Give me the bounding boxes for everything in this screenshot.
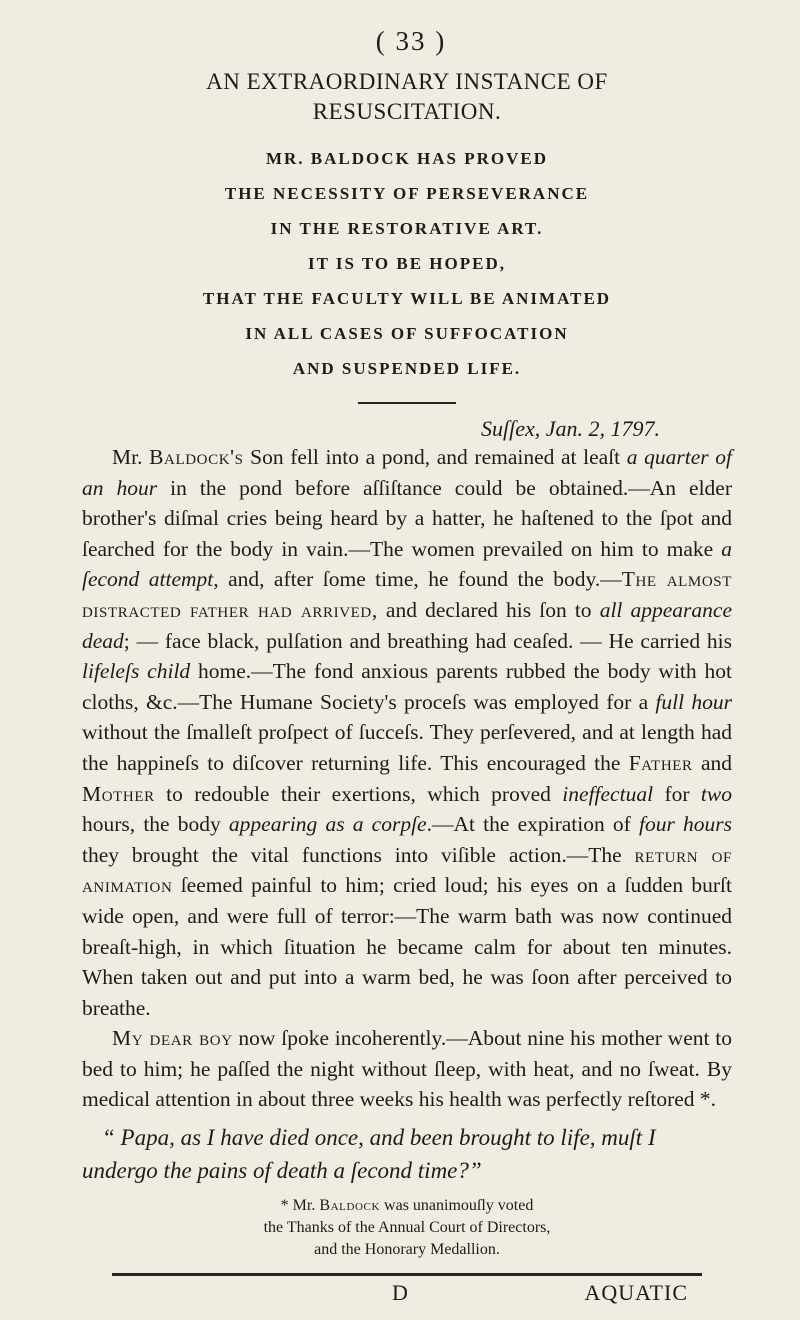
footnote-line-3: and the Honorary Medallion. <box>314 1241 500 1259</box>
caps-line: IN ALL CASES OF SUFFOCATION <box>245 324 569 343</box>
paragraph-1: Mr. Baldock's Son fell into a pond, and remained at leaſt a quarter of an hour in the pond before aſſiſtance could be obtained.—An elder brother's diſmal cries being heard by a hatter, he haſtened to the ſpot and ſearched for the body in vain.—The women prevailed on him to make a ſecond attempt, and, after ſome time, he found the body.—The almost distracted father had arrived, and declared his ſon to all appearance dead; — face black, pulſation and breathing had ceaſed. — He carried his lifeleſs child home.—The fond anxious parents rubbed the body with hot cloths, &c.—The Humane Society's proceſs was employed for a full hour without the ſmalleſt proſpect of ſucceſs. They perſevered, and at length had the happineſs to diſcover returning life. This encouraged the Father and Mother to redouble their exertions, which proved ineffectual for two hours, the body appearing as a corpſe.—At the expiration of four hours they brought the vital functions into viſible action.—The return of animation ſeemed painful to him; cried loud; his eyes on a ſudden burſt wide open, and were full of terror:—The warm bath was now continued breaſt-high, in which ſituation he became calm for about ten minutes. When taken out and put into a warm bed, he was ſoon after perceived to breathe. <box>82 445 733 1020</box>
quotation: “ Papa, as I have died once, and been brought to life, muſt I undergo the pains of death a ſecond time?” <box>82 1125 656 1184</box>
section-divider <box>358 402 456 404</box>
footer-rule <box>112 1273 702 1276</box>
caps-line: AND SUSPENDED LIFE. <box>292 359 522 378</box>
caps-line: THAT THE FACULTY WILL BE ANIMATED <box>202 289 612 308</box>
page-footer <box>82 1280 732 1320</box>
catchword: AQUATIC <box>584 1280 688 1306</box>
caps-line: THE NECESSITY OF PERSEVERANCE <box>224 184 590 203</box>
article-body <box>82 442 732 1115</box>
footnote <box>82 1195 732 1261</box>
footnote-line-2: the Thanks of the Annual Court of Directors, <box>263 1219 551 1237</box>
caps-line: IN THE RESTORATIVE ART. <box>270 219 544 238</box>
caps-line: MR. BALDOCK HAS PROVED <box>265 149 548 168</box>
page-number: ( 33 ) <box>375 26 447 56</box>
title-line-2: RESUSCITATION. <box>312 99 502 124</box>
article-title <box>82 67 732 127</box>
paragraph-2: My dear boy now ſpoke incoherently.—About nine his mother went to bed to him; he paſſed the night without ſleep, with heat, and no ſweat. By medical attention in about three weeks his health was perfectly reſtored *. <box>82 1026 732 1112</box>
dateline: Suſſex, Jan. 2, 1797. <box>480 416 660 441</box>
title-line-1: AN EXTRAORDINARY INSTANCE OF <box>206 69 608 94</box>
caps-block <box>82 141 732 386</box>
footnote-line-1: * Mr. Baldock was unanimouſly voted <box>280 1197 534 1215</box>
signature-mark: D <box>392 1280 408 1306</box>
caps-line: IT IS TO BE HOPED, <box>307 254 507 273</box>
